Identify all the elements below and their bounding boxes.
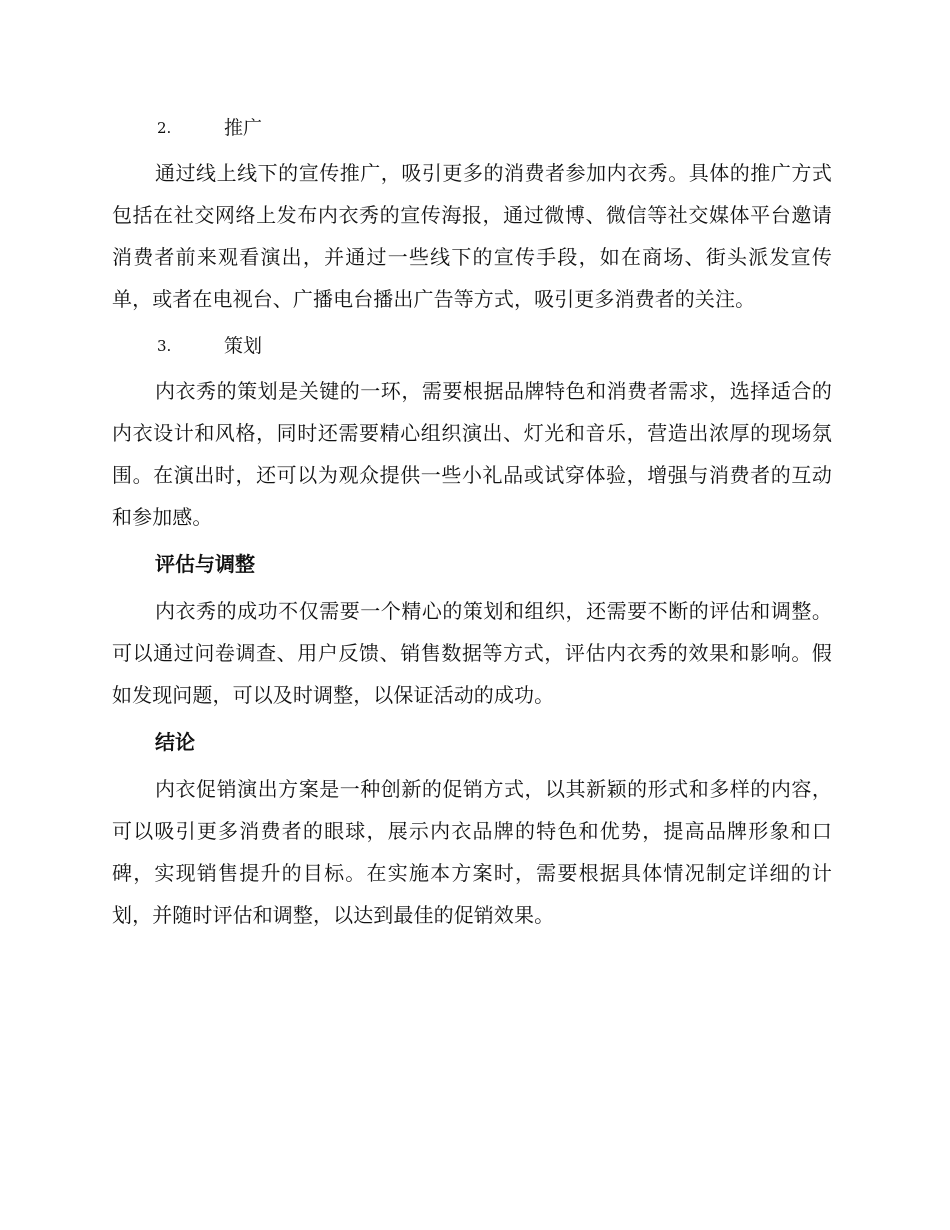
section-title: 推广 bbox=[224, 117, 263, 139]
section-number: 2. bbox=[157, 119, 172, 137]
document-body bbox=[112, 108, 832, 942]
section-evaluation-paragraph: 内衣秀的成功不仅需要一个精心的策划和组织，还需要不断的评估和调整。可以通过问卷调查、用户反馈、销售数据等方式，评估内衣秀的效果和影响。假如发现问题，可以及时调整，以保证活动的成功。 bbox=[112, 599, 832, 707]
section-number: 3. bbox=[157, 337, 172, 355]
section-planning-paragraph: 内衣秀的策划是关键的一环，需要根据品牌特色和消费者需求，选择适合的内衣设计和风格，同时还需要精心组织演出、灯光和音乐，营造出浓厚的现场氛围。在演出时，还可以为观众提供一些小礼品或试穿体验，增强与消费者的互动和参加感。 bbox=[112, 379, 832, 529]
section-planning-heading bbox=[112, 326, 832, 370]
section-evaluation-heading: 评估与调整 bbox=[155, 552, 255, 576]
section-conclusion-paragraph: 内衣促销演出方案是一种创新的促销方式，以其新颖的形式和多样的内容，可以吸引更多消费者的眼球，展示内衣品牌的特色和优势，提高品牌形象和口碑，实现销售提升的目标。在实施本方案时，需要根据具体情况制定详细的计划，并随时评估和调整，以达到最佳的促销效果。 bbox=[112, 777, 832, 927]
section-conclusion-heading: 结论 bbox=[155, 730, 195, 754]
section-promo-paragraph: 通过线上线下的宣传推广，吸引更多的消费者参加内衣秀。具体的推广方式包括在社交网络上发布内衣秀的宣传海报，通过微博、微信等社交媒体平台邀请消费者前来观看演出，并通过一些线下的宣传手段，如在商场、街头派发宣传单，或者在电视台、广播电台播出广告等方式，吸引更多消费者的关注。 bbox=[112, 161, 832, 311]
section-title: 策划 bbox=[224, 335, 263, 357]
section-promo-heading bbox=[112, 108, 832, 152]
